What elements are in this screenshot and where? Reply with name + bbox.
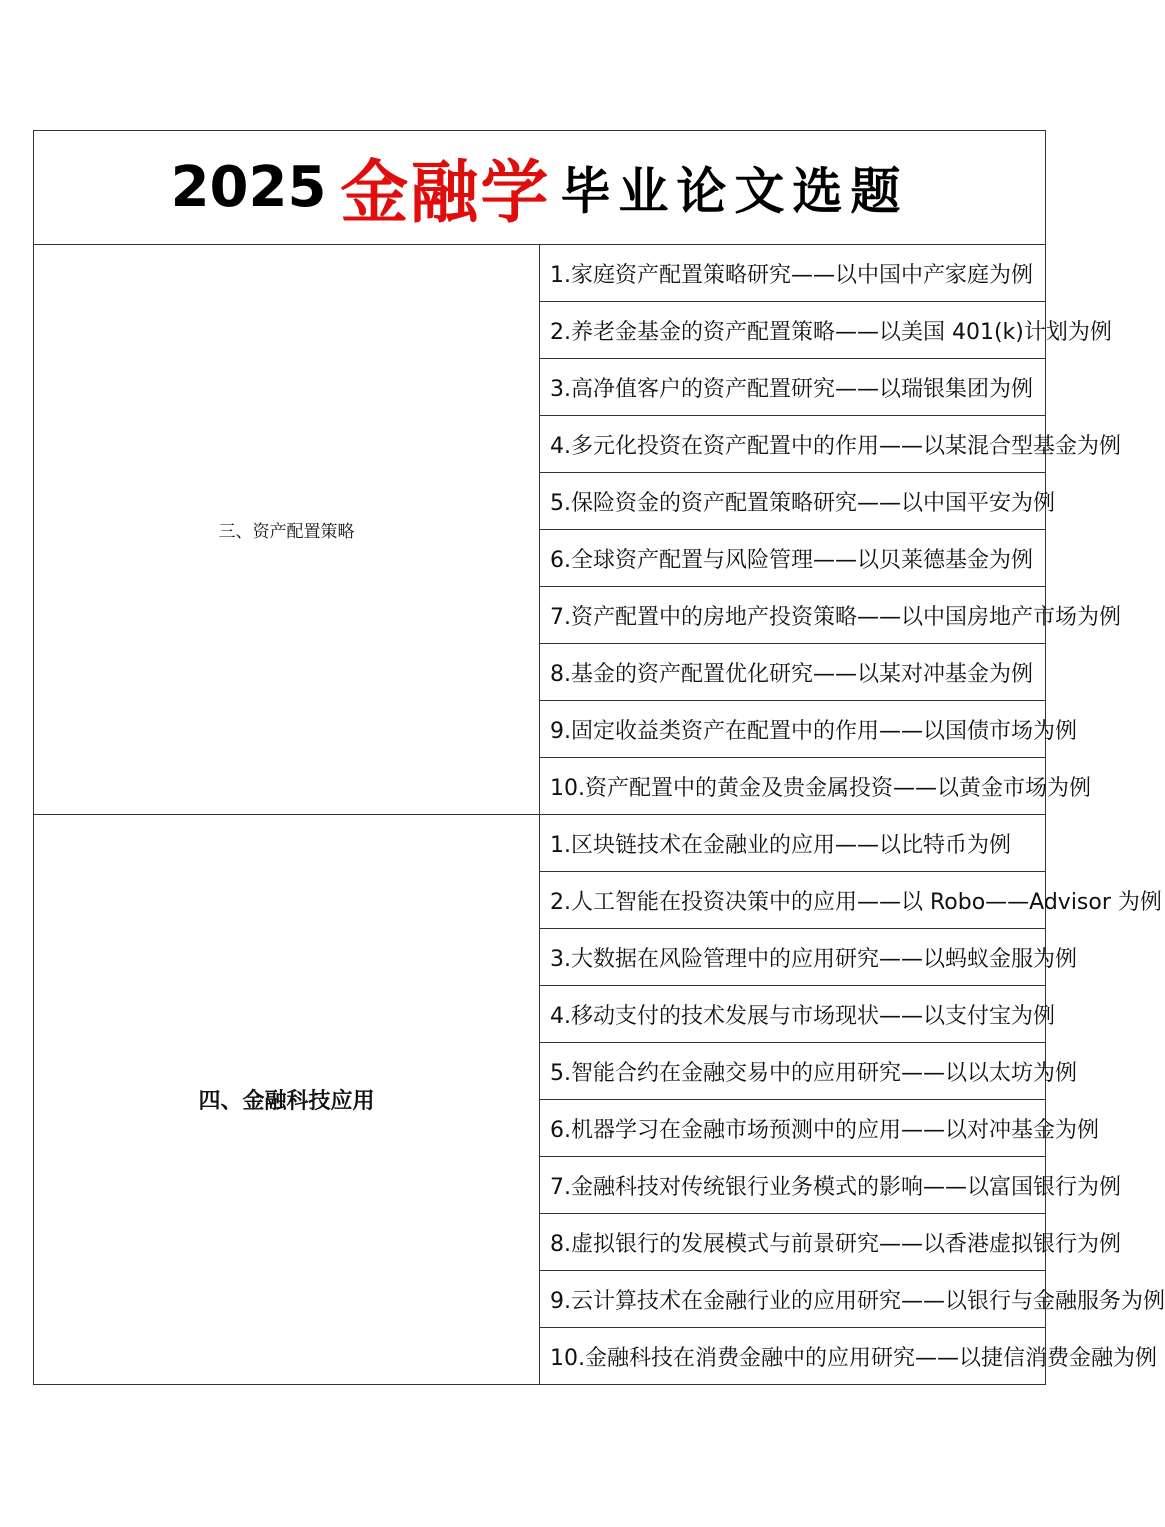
topic-item: 2.人工智能在投资决策中的应用——以 Robo——Advisor 为例: [540, 872, 1046, 929]
topic-item: 9.固定收益类资产在配置中的作用——以国债市场为例: [540, 701, 1046, 758]
topic-item: 10.资产配置中的黄金及贵金属投资——以黄金市场为例: [540, 758, 1046, 815]
topic-item: 4.移动支付的技术发展与市场现状——以支付宝为例: [540, 986, 1046, 1043]
category-cell: 三、资产配置策略: [34, 245, 540, 815]
topic-item: 1.家庭资产配置策略研究——以中国中产家庭为例: [540, 245, 1046, 302]
topic-item: 7.金融科技对传统银行业务模式的影响——以富国银行为例: [540, 1157, 1046, 1214]
topic-item: 7.资产配置中的房地产投资策略——以中国房地产市场为例: [540, 587, 1046, 644]
topic-item: 8.虚拟银行的发展模式与前景研究——以香港虚拟银行为例: [540, 1214, 1046, 1271]
topic-item: 5.智能合约在金融交易中的应用研究——以以太坊为例: [540, 1043, 1046, 1100]
topic-row: [34, 815, 1046, 872]
topic-item: 5.保险资金的资产配置策略研究——以中国平安为例: [540, 473, 1046, 530]
title-accent: 金融学: [340, 153, 551, 233]
topic-item: 9.云计算技术在金融行业的应用研究——以银行与金融服务为例: [540, 1271, 1046, 1328]
title-rest: 毕业论文选题: [560, 161, 909, 221]
topic-row: [34, 245, 1046, 302]
title-row: [34, 131, 1046, 245]
category-cell: 四、金融科技应用: [34, 815, 540, 1385]
topic-item: 6.全球资产配置与风险管理——以贝莱德基金为例: [540, 530, 1046, 587]
topic-item: 8.基金的资产配置优化研究——以某对冲基金为例: [540, 644, 1046, 701]
topic-item: 4.多元化投资在资产配置中的作用——以某混合型基金为例: [540, 416, 1046, 473]
topic-item: 6.机器学习在金融市场预测中的应用——以对冲基金为例: [540, 1100, 1046, 1157]
topic-item: 3.高净值客户的资产配置研究——以瑞银集团为例: [540, 359, 1046, 416]
title-year: 2025: [170, 155, 327, 220]
topic-item: 3.大数据在风险管理中的应用研究——以蚂蚁金服为例: [540, 929, 1046, 986]
topic-item: 10.金融科技在消费金融中的应用研究——以捷信消费金融为例: [540, 1328, 1046, 1385]
topic-item: 2.养老金基金的资产配置策略——以美国 401(k)计划为例: [540, 302, 1046, 359]
title-cell: [34, 131, 1046, 245]
topics-table: [33, 130, 1165, 1385]
topic-item: 1.区块链技术在金融业的应用——以比特币为例: [540, 815, 1046, 872]
